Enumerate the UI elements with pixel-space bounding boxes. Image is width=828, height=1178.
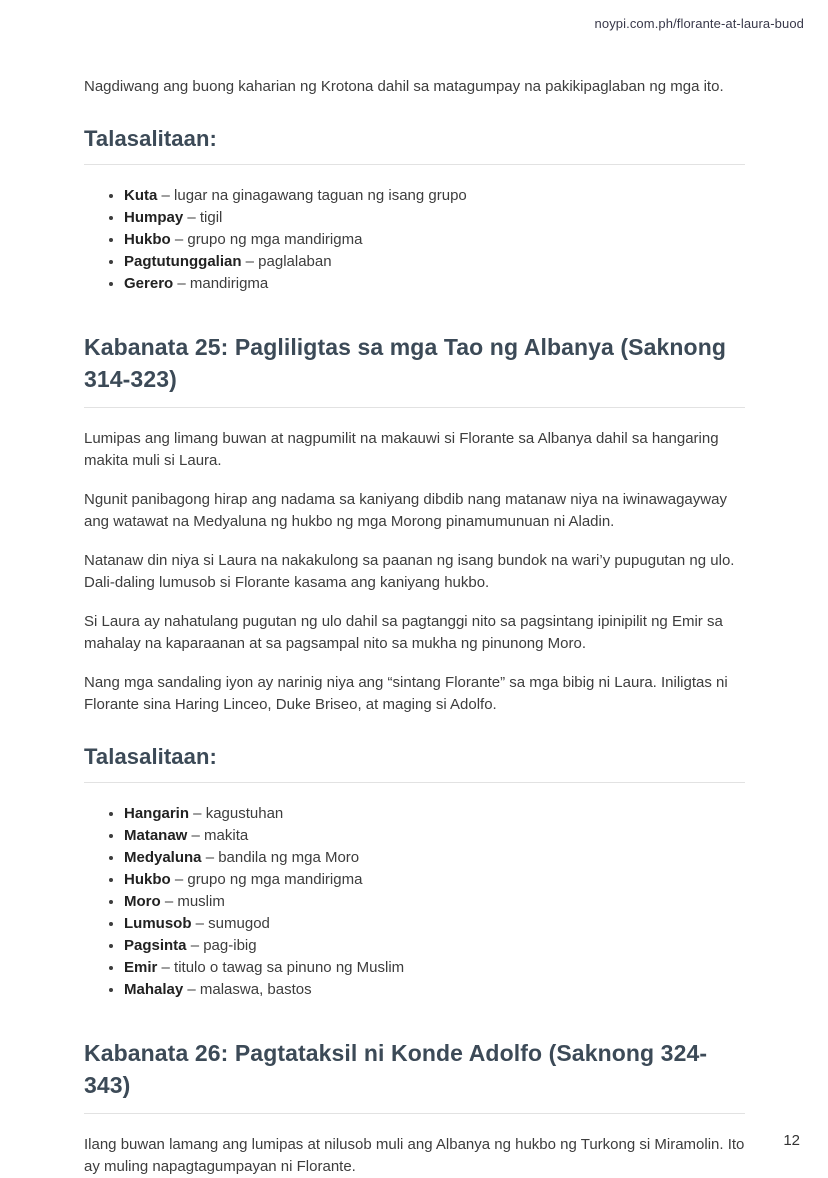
vocab-term: Hukbo: [124, 231, 171, 248]
vocab-definition: – paglalaban: [241, 253, 332, 270]
vocab-term: Moro: [124, 893, 161, 910]
vocab-term: Emir: [124, 959, 158, 976]
list-item: [124, 957, 745, 979]
vocab-definition: – muslim: [160, 893, 225, 910]
paragraph: Ngunit panibagong hirap ang nadama sa kaniyang dibdib nang matanaw niya na iwinawagayway ang watawat na Medyaluna ng hukbo ng mga Morong pinamumunuan ni Aladin.: [84, 491, 727, 530]
page-header-url: noypi.com.ph/florante-at-laura-buod: [594, 16, 804, 31]
list-item: [124, 913, 745, 935]
paragraph: Nang mga sandaling iyon ay narinig niya ang “sintang Florante” sa mga bibig ni Laura. Iniligtas ni Florante sina Haring Linceo, Duke Briseo, at maging si Adolfo.: [84, 674, 728, 713]
list-item: [124, 185, 745, 207]
paragraph: Si Laura ay nahatulang pugutan ng ulo dahil sa pagtanggi nito sa pagsintang ipinipilit ng Emir sa mahalay na kaparaanan at sa pagsampal nito sa mukha ng pinunong Moro.: [84, 613, 723, 652]
list-item: [124, 935, 745, 957]
paragraph: Ilang buwan lamang ang lumipas at nilusob muli ang Albanya ng hukbo ng Turkong si Miramolin. Ito ay muling napagtagumpayan ni Florante.: [84, 1136, 745, 1175]
vocab-definition: – pag-ibig: [186, 937, 257, 954]
list-item: [124, 825, 745, 847]
paragraph: Lumipas ang limang buwan at nagpumilit na makauwi si Florante sa Albanya dahil sa hangaring makita muli si Laura.: [84, 430, 719, 469]
section-divider: [84, 164, 745, 165]
vocab-definition: – makita: [187, 827, 249, 844]
page-number: 12: [783, 1132, 800, 1149]
vocab-definition: – bandila ng mga Moro: [201, 849, 360, 866]
list-item: [124, 229, 745, 251]
section-heading-talasalitaan-1: Talasalitaan:: [84, 126, 217, 151]
vocab-term: Kuta: [124, 187, 158, 204]
vocab-term: Medyaluna: [124, 849, 202, 866]
list-item: [124, 207, 745, 229]
vocab-definition: – titulo o tawag sa pinuno ng Muslim: [157, 959, 405, 976]
intro-paragraph: Nagdiwang ang buong kaharian ng Krotona dahil sa matagumpay na pakikipaglaban ng mga ito.: [84, 78, 724, 95]
section-divider: [84, 782, 745, 783]
vocab-term: Hukbo: [124, 871, 171, 888]
vocab-term: Matanaw: [124, 827, 188, 844]
list-item: [124, 273, 745, 295]
vocab-term: Gerero: [124, 275, 174, 292]
vocab-term: Pagsinta: [124, 937, 187, 954]
section-heading-talasalitaan-2: Talasalitaan:: [84, 744, 217, 769]
vocab-definition: – kagustuhan: [189, 805, 284, 822]
vocab-definition: – tigil: [183, 209, 223, 226]
vocab-definition: – grupo ng mga mandirigma: [170, 231, 363, 248]
vocab-definition: – grupo ng mga mandirigma: [170, 871, 363, 888]
list-item: [124, 803, 745, 825]
section-divider: [84, 407, 745, 408]
section-heading-kabanata-26: Kabanata 26: Pagtataksil ni Konde Adolfo (Saknong 324-343): [84, 1040, 708, 1098]
vocab-term: Pagtutunggalian: [124, 253, 242, 270]
list-item: [124, 847, 745, 869]
vocab-term: Humpay: [124, 209, 184, 226]
paragraph: Natanaw din niya si Laura na nakakulong sa paanan ng isang bundok na wari’y pupugutan ng ulo. Dali-daling lumusob si Florante kasama ang kaniyang hukbo.: [84, 552, 735, 591]
section-divider: [84, 1113, 745, 1114]
section-heading-kabanata-25: Kabanata 25: Pagliligtas sa mga Tao ng Albanya (Saknong 314-323): [84, 334, 726, 392]
vocab-definition: – lugar na ginagawang taguan ng isang grupo: [157, 187, 467, 204]
list-item: [124, 251, 745, 273]
vocab-term: Hangarin: [124, 805, 190, 822]
vocab-definition: – sumugod: [191, 915, 270, 932]
vocab-definition: – malaswa, bastos: [183, 981, 312, 998]
vocab-list-1: [124, 185, 745, 295]
vocab-term: Mahalay: [124, 981, 184, 998]
list-item: [124, 869, 745, 891]
list-item: [124, 891, 745, 913]
list-item: [124, 979, 745, 1001]
vocab-term: Lumusob: [124, 915, 192, 932]
vocab-list-2: [124, 803, 745, 1001]
vocab-definition: – mandirigma: [173, 275, 269, 292]
